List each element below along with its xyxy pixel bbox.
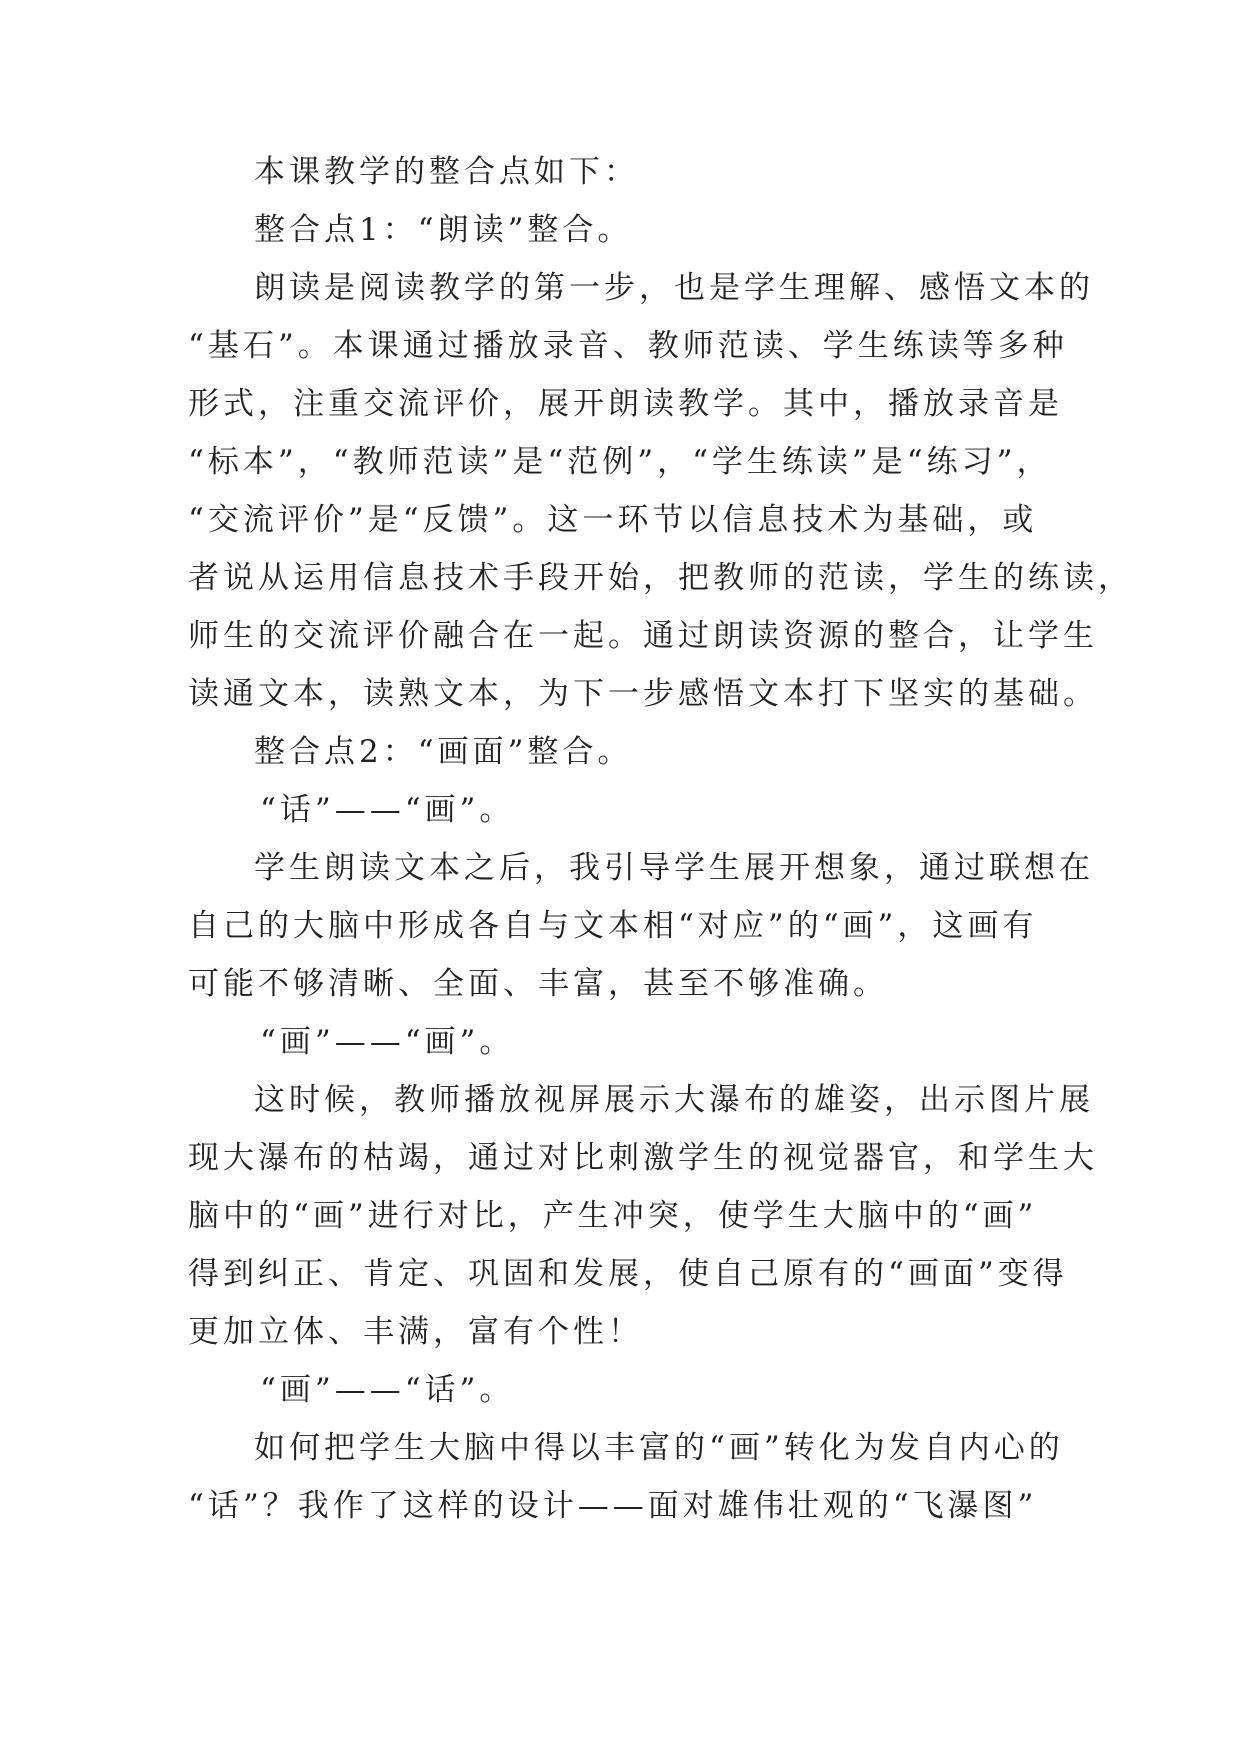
paragraph-line: “基石”。本课通过播放录音、教师范读、学生练读等多种 [188,328,1068,364]
paragraph-line: 本课教学的整合点如下： [254,154,639,190]
paragraph-line: “交流评价”是“反馈”。这一环节以信息技术为基础，或 [188,502,1038,538]
paragraph-line: 可能不够清晰、全面、丰富，甚至不够准确。 [188,966,888,1002]
paragraph-line: 脑中的“画”进行对比，产生冲突，使学生大脑中的“画” [188,1198,1038,1234]
paragraph-line: 如何把学生大脑中得以丰富的“画”转化为发自内心的 [254,1430,1064,1466]
paragraph-line: 得到纠正、肯定、巩固和发展，使自己原有的“画面”变得 [188,1256,1068,1292]
paragraph-line: 师生的交流评价融合在一起。通过朗读资源的整合，让学生 [188,618,1098,654]
paragraph-line: 现大瀑布的枯竭，通过对比刺激学生的视觉器官，和学生大 [188,1140,1098,1176]
paragraph-line: 读通文本，读熟文本，为下一步感悟文本打下坚实的基础。 [188,676,1098,712]
paragraph-line: “话”？我作了这样的设计——面对雄伟壮观的“飞瀑图” [188,1488,1038,1524]
paragraph-line: 这时候，教师播放视屏展示大瀑布的雄姿，出示图片展 [254,1082,1094,1118]
paragraph-line: 形式，注重交流评价，展开朗读教学。其中，播放录音是 [188,386,1063,422]
paragraph-line: 者说从运用信息技术手段开始，把教师的范读，学生的练读， [188,560,1133,596]
section-heading: 整合点2：“画面”整合。 [254,734,633,770]
paragraph-line: 自己的大脑中形成各自与文本相“对应”的“画”，这画有 [188,908,1038,944]
paragraph-line: 朗读是阅读教学的第一步，也是学生理解、感悟文本的 [254,270,1094,306]
subheading: “画”——“画”。 [260,1024,515,1060]
subheading: “话”——“画”。 [260,792,515,828]
paragraph-line: 更加立体、丰满，富有个性！ [188,1314,643,1350]
section-heading: 整合点1：“朗读”整合。 [254,212,633,248]
paragraph-line: “标本”，“教师范读”是“范例”，“学生练读”是“练习”， [188,444,1052,480]
subheading: “画”——“话”。 [260,1372,515,1408]
paragraph-line: 学生朗读文本之后，我引导学生展开想象，通过联想在 [254,850,1094,886]
